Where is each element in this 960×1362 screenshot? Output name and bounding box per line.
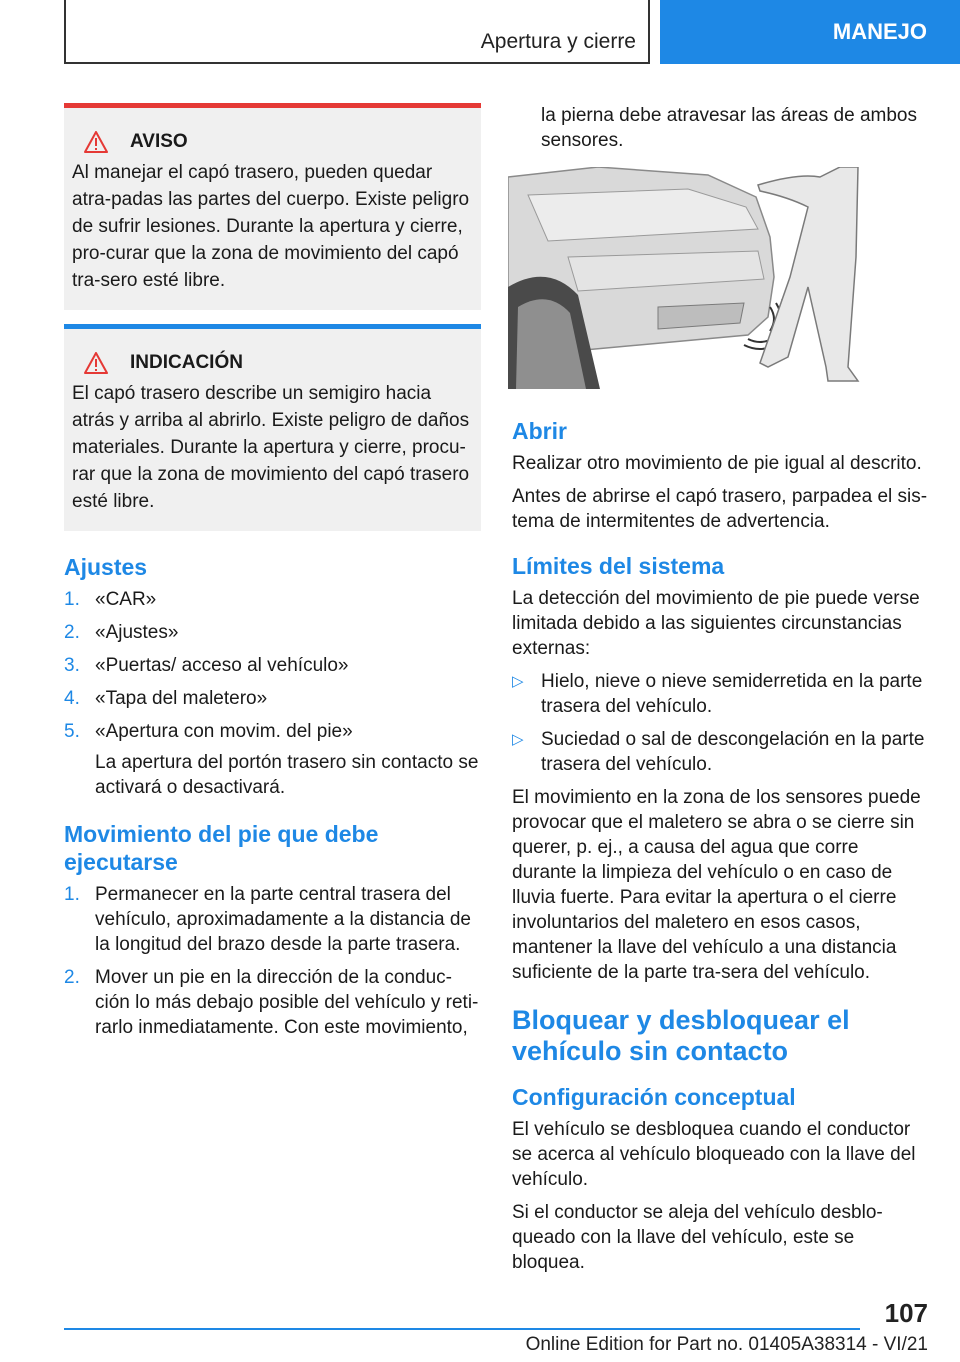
header-bottom-rule bbox=[64, 62, 648, 64]
limites-bullets bbox=[512, 669, 928, 777]
heading-limites: Límites del sistema bbox=[512, 553, 725, 579]
config-p2: Si el conductor se aleja del vehículo desblo‐queado con la llave del vehículo, este se bloquea. bbox=[512, 1202, 883, 1273]
info-title: INDICACIÓN bbox=[130, 352, 243, 373]
warning-box bbox=[64, 103, 481, 310]
header-divider bbox=[648, 0, 650, 64]
kick-sensor-illustration bbox=[508, 167, 862, 389]
list-item: 2. Mover un pie en la dirección de la conduc‐ción lo más debajo posible del vehículo y reti‐rarlo inmediatamente. Con este movimiento, bbox=[64, 967, 479, 1038]
abrir-p2: Antes de abrirse el capó trasero, parpadea el sis‐tema de intermitentes de advertencia. bbox=[512, 486, 928, 532]
abrir-p1: Realizar otro movimiento de pie igual al descrito. bbox=[512, 453, 922, 474]
info-box bbox=[64, 324, 481, 531]
list-item: 1. «CAR» bbox=[64, 589, 157, 610]
warning-triangle-icon bbox=[84, 131, 108, 153]
running-header-chapter bbox=[660, 0, 960, 64]
list-item: ▷ Hielo, nieve o nieve semiderretida en la parte trasera del vehículo. bbox=[512, 671, 923, 717]
heading-configuracion: Configuración conceptual bbox=[512, 1084, 796, 1110]
ajustes-steps bbox=[64, 587, 481, 800]
heading-movimiento: Movimiento del pie que debe ejecutarse bbox=[64, 821, 379, 875]
info-text: El capó trasero describe un semigiro hacia atrás y arriba al abrirlo. Existe peligro de daños materiales. Durante la apertura y cierre, procu‐rar que la zona de movimiento del capó trasero esté libre. bbox=[72, 383, 470, 512]
caution-triangle-icon bbox=[84, 352, 108, 374]
movimiento-steps bbox=[64, 882, 481, 1040]
heading-abrir: Abrir bbox=[512, 418, 567, 444]
limites-intro: La detección del movimiento de pie puede verse limitada debido a las siguientes circunstancias externas: bbox=[512, 588, 920, 659]
info-header bbox=[72, 349, 473, 376]
footer-edition: Online Edition for Part no. 01405A38314 - VI/21 bbox=[525, 1334, 928, 1355]
warning-header bbox=[72, 128, 473, 155]
chapter-label: MANEJO bbox=[832, 19, 927, 44]
running-header-section: Apertura y cierre bbox=[480, 30, 636, 53]
right-column bbox=[512, 103, 928, 1283]
config-p1: El vehículo se desbloquea cuando el conductor se acerca al vehículo bloqueado con la llave del vehículo. bbox=[512, 1119, 916, 1190]
continued-text: la pierna debe atravesar las áreas de ambos sensores. bbox=[541, 105, 918, 151]
list-item: 4. «Tapa del maletero» bbox=[64, 688, 268, 709]
header-left-rule bbox=[64, 0, 66, 64]
list-item: ▷ Suciedad o sal de descongelación en la parte trasera del vehículo. bbox=[512, 729, 925, 775]
list-item: 2. «Ajustes» bbox=[64, 622, 179, 643]
warning-title: AVISO bbox=[130, 131, 188, 152]
list-item: 3. «Puertas/ acceso al vehículo» bbox=[64, 655, 349, 676]
list-item: 1. Permanecer en la parte central trasera del vehículo, aproximadamente a la distancia de la longitud del brazo desde la parte trasera. bbox=[64, 884, 472, 955]
left-column bbox=[64, 103, 481, 1052]
heading-bloquear: Bloquear y desbloquear el vehículo sin contacto bbox=[512, 1005, 850, 1066]
page-number: 107 bbox=[884, 1298, 928, 1328]
step-note: La apertura del portón trasero sin contacto se activará o desactivará. bbox=[95, 752, 479, 798]
bullet-triangle-icon: ▷ bbox=[512, 731, 524, 748]
bullet-triangle-icon: ▷ bbox=[512, 673, 524, 690]
footer-rule bbox=[64, 1328, 860, 1330]
warning-text: Al manejar el capó trasero, pueden quedar atra‐padas las partes del cuerpo. Existe peligro de sufrir lesiones. Durante la apertura y cierre, pro‐curar que la zona de movimiento del capó tra‐sero esté libre. bbox=[72, 162, 470, 291]
list-item: 5. «Apertura con movim. del pie» La apertura del portón trasero sin contacto se activará o desactivará. bbox=[64, 719, 481, 800]
limites-paragraph: El movimiento en la zona de los sensores puede provocar que el maletero se abra o se cierre sin querer, p. ej., a causa del agua que corre durante la limpieza del vehículo o en caso de lluvia fuerte. Para evitar la apertura o el cierre involuntarios del maletero en esos casos, mantener la llave del vehículo a una distancia suficiente de la parte tra‐sera del vehículo. bbox=[512, 787, 921, 983]
heading-ajustes: Ajustes bbox=[64, 554, 148, 580]
